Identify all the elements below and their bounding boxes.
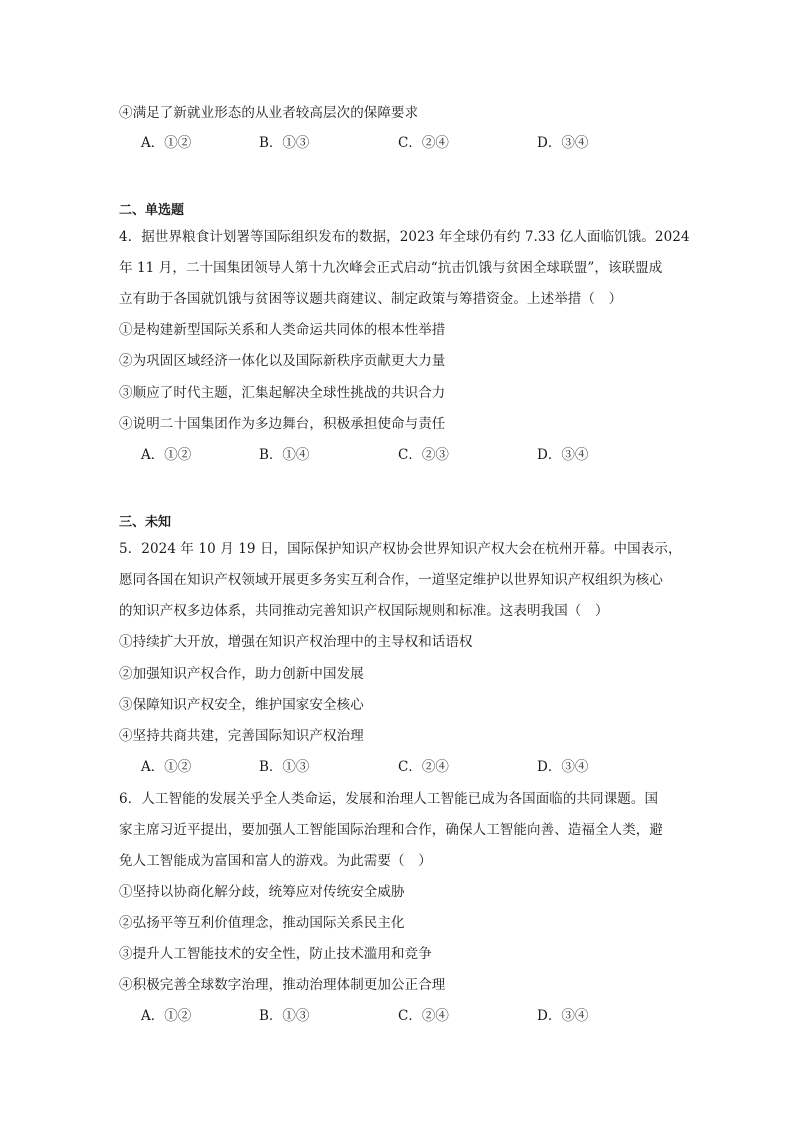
q5-option-d[interactable]: D．③④: [537, 759, 589, 775]
q4-stem-line-3: 立有助于各国就饥饿与贫困等议题共商建议、制定政策与筹措资金。上述举措（ ）: [119, 291, 623, 307]
q5-item-3: ③保障知识产权安全，维护国家安全核心: [119, 697, 364, 713]
q6-option-c[interactable]: C．②④: [398, 1008, 449, 1024]
q5-option-a[interactable]: A．①②: [141, 759, 192, 775]
q5-stem-line-2: 愿同各国在知识产权领域开展更多务实互利合作，一道坚定维护以世界知识产权组织为核心: [119, 572, 663, 588]
q3-item-4: ④满足了新就业形态的从业者较高层次的保障要求: [119, 105, 419, 121]
q6-options: [141, 1007, 661, 1025]
q5-option-b[interactable]: B．①③: [259, 759, 310, 775]
q3-option-a[interactable]: A．①②: [141, 135, 192, 151]
q4-option-d[interactable]: D．③④: [537, 447, 589, 463]
q5-stem-line-3: 的知识产权多边体系，共同推动完善知识产权国际规则和标准。这表明我国（ ）: [119, 603, 609, 619]
q4-item-3: ③顺应了时代主题，汇集起解决全球性挑战的共识合力: [119, 385, 446, 401]
section-title-single-choice: 二、单选题: [119, 203, 185, 218]
q5-stem-line-1: 5．2024 年 10 月 19 日，国际保护知识产权协会世界知识产权大会在杭州开幕。中国表示，: [119, 541, 682, 557]
q4-options: [141, 446, 661, 464]
q3-options: [141, 134, 661, 152]
q6-stem-line-3: 免人工智能成为富国和富人的游戏。为此需要（ ）: [119, 853, 432, 869]
q6-stem-line-2: 家主席习近平提出，要加强人工智能国际治理和合作，确保人工智能向善、造福全人类，避: [119, 822, 663, 838]
q6-item-2: ②弘扬平等互利价值理念，推动国际关系民主化: [119, 915, 405, 931]
q5-item-2: ②加强知识产权合作，助力创新中国发展: [119, 666, 364, 682]
q6-item-3: ③提升人工智能技术的安全性，防止技术滥用和竞争: [119, 946, 432, 962]
q6-option-b[interactable]: B．①③: [259, 1008, 310, 1024]
q4-option-c[interactable]: C．②③: [398, 447, 449, 463]
q4-stem-line-2: 年 11 月，二十国集团领导人第十九次峰会正式启动“抗击饥饿与贫困全球联盟”，该联盟成: [119, 260, 663, 276]
q6-option-d[interactable]: D．③④: [537, 1008, 589, 1024]
q4-option-a[interactable]: A．①②: [141, 447, 192, 463]
q5-options: [141, 758, 661, 776]
q4-option-b[interactable]: B．①④: [259, 447, 310, 463]
q6-stem-line-1: 6．人工智能的发展关乎全人类命运，发展和治理人工智能已成为各国面临的共同课题。国: [119, 791, 659, 807]
q6-item-4: ④积极完善全球数字治理，推动治理体制更加公正合理: [119, 977, 446, 993]
q5-item-4: ④坚持共商共建，完善国际知识产权治理: [119, 728, 364, 744]
q4-item-2: ②为巩固区域经济一体化以及国际新秩序贡献更大力量: [119, 353, 446, 369]
q5-item-1: ①持续扩大开放，增强在知识产权治理中的主导权和话语权: [119, 634, 473, 650]
q3-option-d[interactable]: D．③④: [537, 135, 589, 151]
q4-stem-line-1: 4．据世界粮食计划署等国际组织发布的数据，2023 年全球仍有约 7.33 亿人面临饥饿。2024: [119, 229, 690, 245]
q6-option-a[interactable]: A．①②: [141, 1008, 192, 1024]
section-title-unknown: 三、未知: [119, 515, 172, 530]
q4-item-4: ④说明二十国集团作为多边舞台，积极承担使命与责任: [119, 416, 446, 432]
q4-item-1: ①是构建新型国际关系和人类命运共同体的根本性举措: [119, 322, 446, 338]
q3-option-c[interactable]: C．②④: [398, 135, 449, 151]
q6-item-1: ①坚持以协商化解分歧，统筹应对传统安全威胁: [119, 884, 405, 900]
q5-option-c[interactable]: C．②④: [398, 759, 449, 775]
q3-option-b[interactable]: B．①③: [259, 135, 310, 151]
